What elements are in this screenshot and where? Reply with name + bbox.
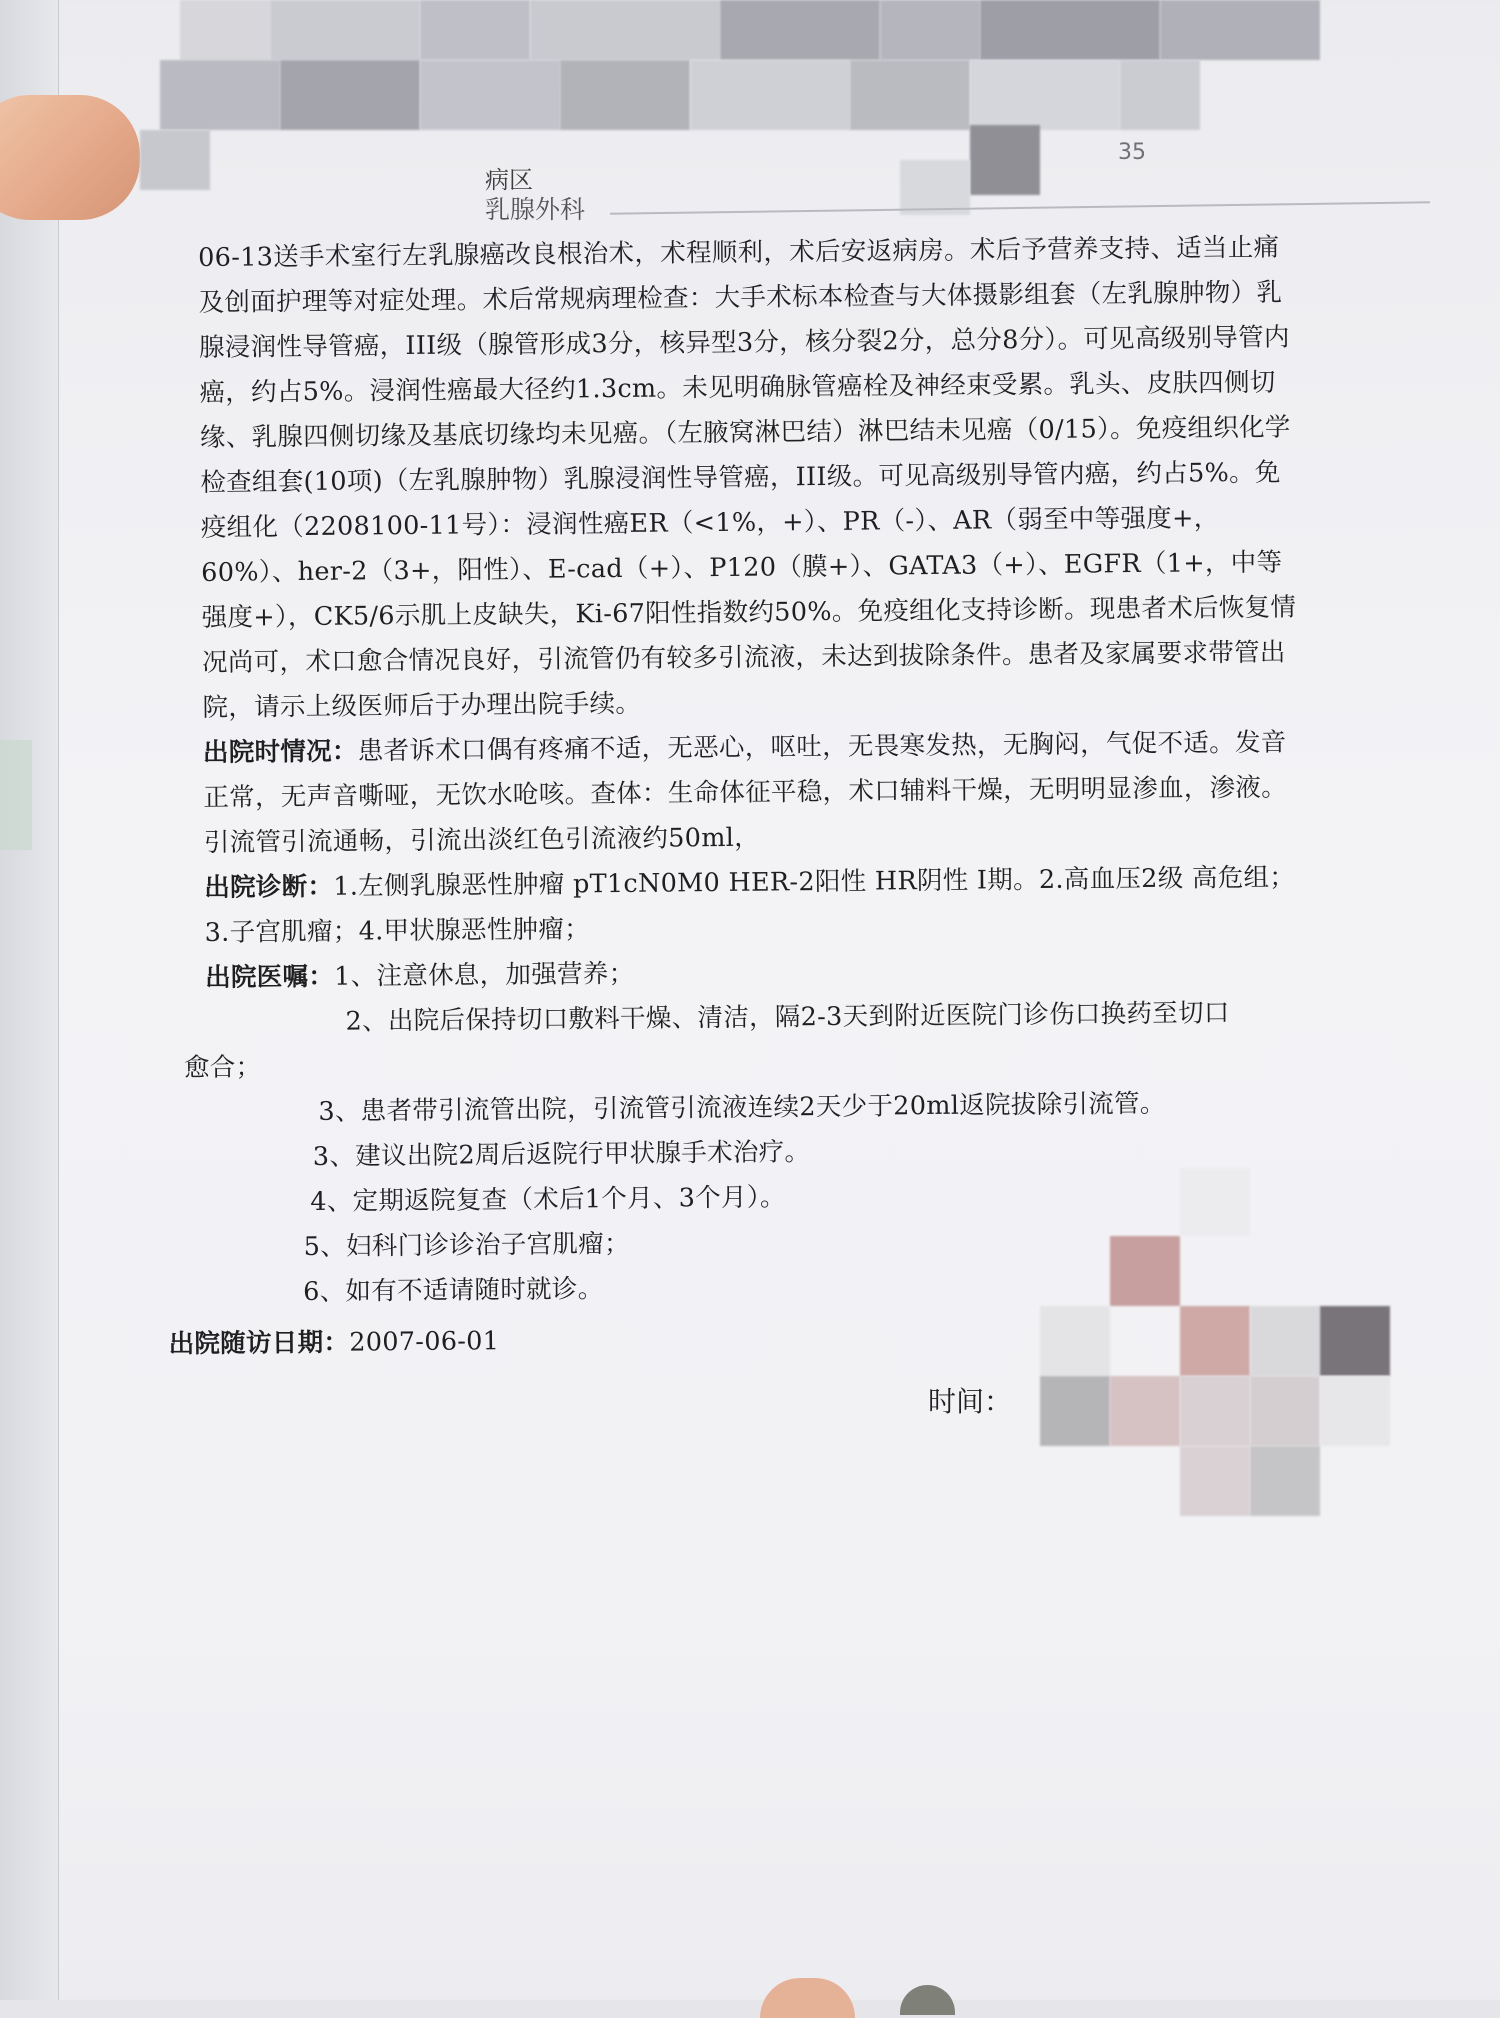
order-continuation: 愈合；	[183, 1052, 262, 1084]
ward-label: 病区	[485, 166, 533, 194]
thumb-finger	[0, 95, 140, 220]
redaction-block	[970, 60, 1120, 130]
left-page-edge	[0, 0, 59, 2000]
redaction-block	[850, 60, 970, 130]
redaction-block	[1160, 0, 1320, 60]
redacted-header	[140, 0, 1470, 240]
time-label: 时间：	[928, 1385, 1013, 1418]
signature-pixel	[1250, 1306, 1320, 1376]
order-item: 3、患者带引流管出院，引流管引流液连续2天少于20ml返院拔除引流管。	[318, 1088, 1166, 1127]
redaction-block	[160, 60, 280, 130]
redaction-block	[690, 60, 850, 130]
redaction-block	[970, 125, 1040, 195]
left-edge-mark	[0, 740, 32, 850]
discharge-condition-label: 出院时情况：	[202, 736, 358, 768]
redaction-block	[420, 60, 560, 130]
signature-pixel	[1040, 1306, 1110, 1376]
discharge-diagnosis-label: 出院诊断：	[204, 871, 334, 903]
surgery-paragraph: 06-13送手术室行左乳腺癌改良根治术，术程顺利，术后安返病房。术后予营养支持、适当止痛及创面护理等对症处理。术后常规病理检查：大手术标本检查与大体摄影组套（左乳腺肿物）乳腺浸润性导管癌，III级（腺管形成3分，核异型3分，核分裂2分，总分8分）。可见高级别导管内癌，约占5%。浸润性癌最大径约1.3cm。未见明确脉管癌栓及神经束受累。乳头、皮肤四侧切缘、乳腺四侧切缘及基底切缘均未见癌。（左腋窝淋巴结）淋巴结未见癌（0/15）。免疫组织化学检查组套(10项)（左乳腺肿物）乳腺浸润性导管癌，III级。可见高级别导管内癌，约占5%。免疫组化（2208100-11号）：浸润性癌ER（<1%，+）、PR（-）、AR（弱至中等强度+，60%）、her-2（3+，阳性）、E-cad（+）、P120（膜+）、GATA3（+）、EGFR（1+，中等强度+），CK5/6示肌上皮缺失，Ki-67阳性指数约50%。免疫组化支持诊断。现患者术后恢复情况尚可，术口愈合情况良好，引流管仍有较多引流液，未达到拔除条件。患者及家属要求带管出院，请示上级医师后于办理出院手续。	[198, 232, 1297, 723]
redaction-block	[140, 130, 210, 190]
signature-pixel	[1250, 1376, 1320, 1446]
department-name: 乳腺外科	[485, 195, 586, 224]
redaction-block	[880, 0, 980, 60]
discharge-diagnosis-section	[204, 855, 1305, 956]
followup-label: 出院随访日期：	[168, 1327, 350, 1360]
signature-pixel	[1180, 1376, 1250, 1446]
signature-pixel	[1180, 1446, 1250, 1516]
signature-pixel	[1250, 1446, 1320, 1516]
order-item: 5、妇科门诊诊治子宫肌瘤；	[303, 1228, 630, 1263]
signature-pixel	[1320, 1306, 1390, 1376]
order-item: 1、注意休息，加强营养；	[333, 958, 635, 992]
discharge-condition-section	[203, 720, 1304, 866]
redaction-block	[900, 160, 970, 215]
redaction-block	[980, 0, 1160, 60]
header-rule	[610, 201, 1430, 214]
signature-pixel	[1110, 1376, 1180, 1446]
order-item: 2、出院后保持切口敷料干燥、清洁，隔2-3天到附近医院门诊伤口换药至切口	[345, 998, 1230, 1037]
signature-pixel	[1040, 1376, 1110, 1446]
discharge-condition-text: 患者诉术口偶有疼痛不适，无恶心，呕吐，无畏寒发热，无胸闷，气促不适。发音正常，无声音嘶哑，无饮水呛咳。查体：生命体征平稳，术口辅料干燥，无明明显渗血，渗液。引流管引流通畅，引流出淡红色引流液约50ml，	[203, 727, 1288, 858]
redaction-block	[180, 0, 270, 60]
order-item: 3、建议出院2周后返院行甲状腺手术治疗。	[312, 1137, 811, 1172]
signature-pixel	[1110, 1236, 1180, 1306]
discharge-diagnosis-text: 1.左侧乳腺恶性肿瘤 pT1cN0M0 HER-2阳性 HR阴性 I期。2.高血压2级 高危组；3.子宫肌瘤；4.甲状腺恶性肿瘤；	[204, 862, 1296, 948]
order-item: 6、如有不适请随时就诊。	[302, 1274, 604, 1308]
followup-date: 2007-06-01	[349, 1326, 500, 1358]
redaction-block	[560, 60, 690, 130]
page-number: 35	[1118, 140, 1146, 165]
signature-pixel	[1180, 1306, 1250, 1376]
redaction-block	[280, 60, 420, 130]
redacted-signature	[1040, 1168, 1390, 1516]
redaction-block	[720, 0, 880, 60]
redaction-block	[270, 0, 420, 60]
signature-pixel	[1320, 1376, 1390, 1446]
signature-pixel	[1180, 1168, 1250, 1236]
redaction-block	[530, 0, 720, 60]
redaction-block	[420, 0, 530, 60]
order-item: 4、定期返院复查（术后1个月、3个月）。	[310, 1182, 786, 1217]
orders-label: 出院医嘱：	[204, 961, 335, 993]
redaction-block	[1120, 60, 1200, 130]
